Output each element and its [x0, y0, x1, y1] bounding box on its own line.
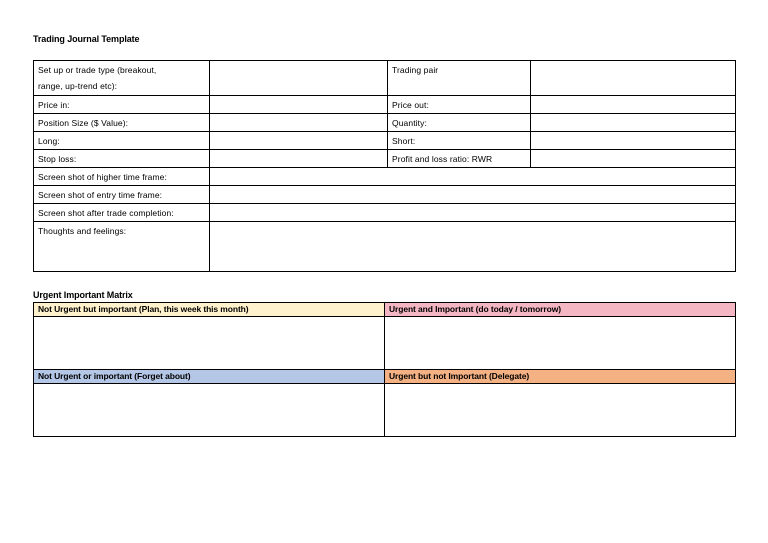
entry-timeframe-field[interactable]: [210, 186, 736, 204]
table-row: [34, 150, 736, 168]
table-row: [34, 168, 736, 186]
setup-type-field[interactable]: [210, 61, 388, 96]
quadrant-do-field[interactable]: [385, 317, 736, 370]
stop-loss-label: Stop loss:: [34, 150, 210, 168]
price-in-field[interactable]: [210, 96, 388, 114]
higher-timeframe-field[interactable]: [210, 168, 736, 186]
quadrant-forget-field[interactable]: [34, 384, 385, 437]
entry-timeframe-label: Screen shot of entry time frame:: [34, 186, 210, 204]
short-label: Short:: [388, 132, 531, 150]
urgent-important-matrix: [33, 302, 736, 437]
trading-pair-field[interactable]: [531, 61, 736, 96]
trading-pair-label: Trading pair: [388, 61, 531, 96]
long-label: Long:: [34, 132, 210, 150]
position-size-field[interactable]: [210, 114, 388, 132]
quadrant-delegate-header: Urgent but not Important (Delegate): [385, 370, 736, 384]
quadrant-plan-header: Not Urgent but important (Plan, this week this month): [34, 303, 385, 317]
quantity-label: Quantity:: [388, 114, 531, 132]
price-in-label: Price in:: [34, 96, 210, 114]
page-title: Trading Journal Template: [33, 34, 140, 44]
profit-loss-ratio-field[interactable]: [531, 150, 736, 168]
table-row: [34, 370, 736, 384]
price-out-field[interactable]: [531, 96, 736, 114]
table-row: [34, 114, 736, 132]
table-row: [34, 303, 736, 317]
table-row: [34, 204, 736, 222]
quadrant-do-header: Urgent and Important (do today / tomorrow): [385, 303, 736, 317]
table-row: [34, 384, 736, 437]
long-field[interactable]: [210, 132, 388, 150]
table-row: [34, 222, 736, 272]
higher-timeframe-label: Screen shot of higher time frame:: [34, 168, 210, 186]
profit-loss-ratio-label: Profit and loss ratio: RWR: [388, 150, 531, 168]
matrix-title: Urgent Important Matrix: [33, 290, 133, 300]
short-field[interactable]: [531, 132, 736, 150]
trade-completion-field[interactable]: [210, 204, 736, 222]
quantity-field[interactable]: [531, 114, 736, 132]
thoughts-feelings-label: Thoughts and feelings:: [34, 222, 210, 272]
price-out-label: Price out:: [388, 96, 531, 114]
quadrant-delegate-field[interactable]: [385, 384, 736, 437]
table-row: [34, 61, 736, 96]
quadrant-forget-header: Not Urgent or important (Forget about): [34, 370, 385, 384]
trade-completion-label: Screen shot after trade completion:: [34, 204, 210, 222]
setup-type-label: Set up or trade type (breakout, range, up-trend etc):: [34, 61, 210, 96]
quadrant-plan-field[interactable]: [34, 317, 385, 370]
trading-journal-table: [33, 60, 736, 272]
table-row: [34, 96, 736, 114]
table-row: [34, 317, 736, 370]
thoughts-feelings-field[interactable]: [210, 222, 736, 272]
table-row: [34, 186, 736, 204]
table-row: [34, 132, 736, 150]
position-size-label: Position Size ($ Value):: [34, 114, 210, 132]
stop-loss-field[interactable]: [210, 150, 388, 168]
